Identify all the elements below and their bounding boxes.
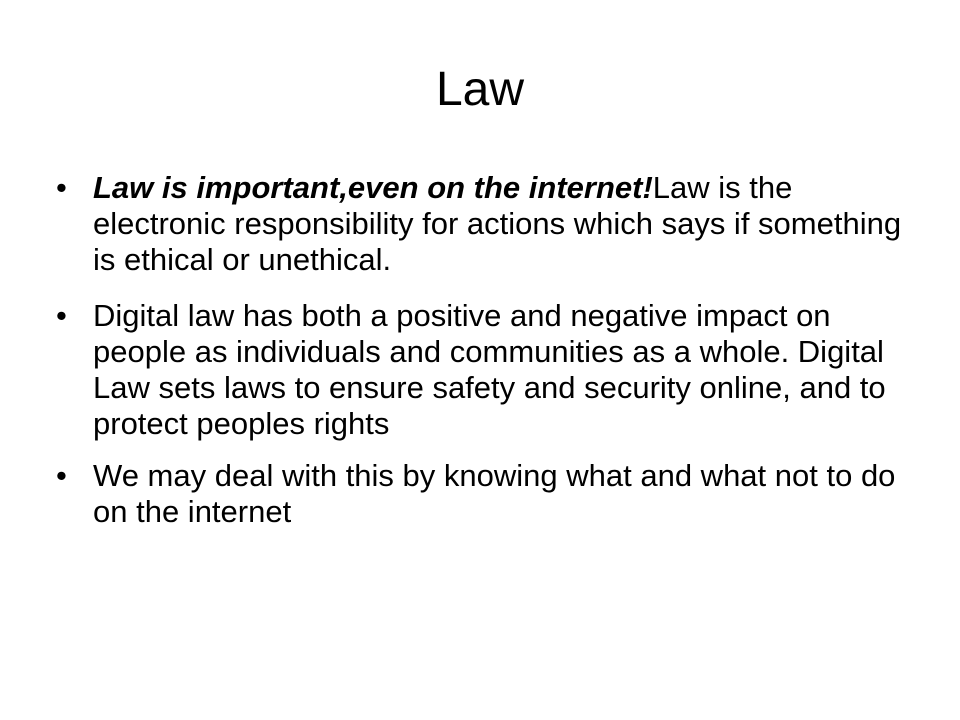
bullet-icon: • xyxy=(56,458,67,493)
bullet-icon: • xyxy=(56,170,67,205)
bullet-text: We may deal with this by knowing what and what not to do on the internet xyxy=(93,458,896,529)
bullet-emphasis: Law is important,even on the internet! xyxy=(93,170,653,205)
bullet-icon: • xyxy=(56,298,67,333)
slide-title: Law xyxy=(435,63,525,116)
bullet-item-3 xyxy=(56,458,916,530)
bullet-item-1 xyxy=(56,170,916,278)
bullet-item-2 xyxy=(56,298,916,442)
bullet-text: Digital law has both a positive and negative impact on people as individuals and communities as a whole. Digital Law sets laws to ensure safety and security online, and to protect peoples rights xyxy=(93,298,886,441)
bullet-text: Law is the electronic responsibility for actions which says if something is ethical or unethical. xyxy=(93,170,902,277)
bullet-list xyxy=(56,170,916,550)
